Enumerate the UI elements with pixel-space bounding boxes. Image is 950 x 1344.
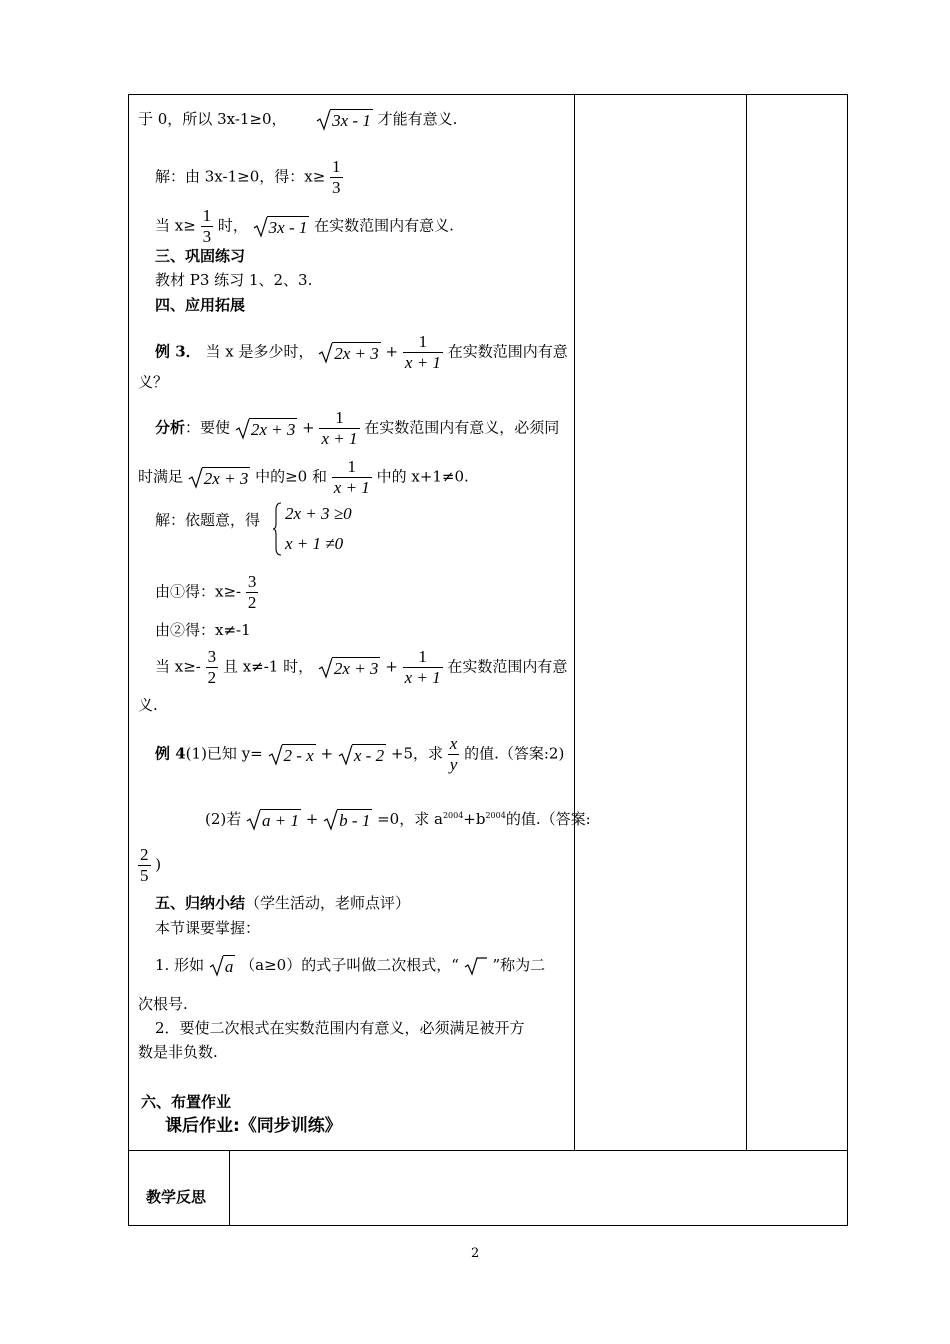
fraction: $\frac{3}{2}$ bbox=[247, 572, 257, 612]
sqrt-expression: 2x + 3 bbox=[235, 418, 298, 440]
fraction: $\frac{x}{y}$ bbox=[449, 734, 458, 774]
text-line: 义？ bbox=[138, 373, 169, 391]
text-line: 解：由 3x-1≥0，得：x≥ $\frac{1}{3}$ bbox=[155, 157, 341, 197]
equation: 2x + 3 ≥0 bbox=[285, 504, 352, 523]
fraction: $\frac{1}{3}$ bbox=[332, 157, 341, 197]
sqrt-expression: b - 1 bbox=[323, 809, 372, 831]
sqrt-expression: a bbox=[209, 955, 236, 977]
fraction: $\frac{1}{x + 1}$ bbox=[404, 332, 441, 372]
radical-sign-icon bbox=[464, 956, 488, 976]
col-divider-1 bbox=[574, 94, 575, 1151]
text-line: 于 0，所以 3x-1≥0， 3x - 1 才能有意义. bbox=[138, 110, 458, 130]
reflect-divider bbox=[229, 1150, 230, 1226]
text-line: 由②得：x≠-1 bbox=[155, 621, 251, 639]
analysis-line: 时满足 2x + 3 中的≥0 和 $\frac{1}{x + 1}$ 中的 x+1≠0. bbox=[138, 457, 469, 497]
fraction: $\frac{3}{2}$ bbox=[207, 647, 217, 687]
reflection-label: 教学反思 bbox=[146, 1188, 207, 1206]
fraction: $\frac{1}{x + 1}$ bbox=[321, 408, 358, 448]
brace-icon bbox=[272, 502, 282, 556]
text-line: 数是非负数. bbox=[138, 1043, 218, 1061]
text-line: 1. 形如 a （a≥0）的式子叫做二次根式，“ ”称为二 bbox=[155, 956, 546, 976]
sqrt-expression: 3x - 1 bbox=[253, 216, 310, 238]
text-line: $\frac{2}{5}$ ) bbox=[140, 845, 162, 885]
col-divider-2 bbox=[746, 94, 747, 1151]
equation: x + 1 ≠0 bbox=[285, 534, 344, 553]
fraction: $\frac{1}{x + 1}$ bbox=[404, 647, 441, 687]
homework-line: 课后作业:《同步训练》 bbox=[165, 1116, 342, 1136]
sqrt-expression: 2x + 3 bbox=[188, 467, 251, 489]
fraction: $\frac{2}{5}$ bbox=[140, 845, 149, 885]
fraction: $\frac{1}{3}$ bbox=[202, 206, 212, 246]
section-heading: 六、布置作业 bbox=[141, 1093, 232, 1111]
text-line: 教材 P3 练习 1、2、3. bbox=[155, 271, 313, 289]
sqrt-expression: 2x + 3 bbox=[318, 342, 381, 364]
text-line: 本节课要掌握： bbox=[155, 919, 261, 937]
text-line: 2．要使二次根式在实数范围内有意义，必须满足被开方 bbox=[155, 1019, 525, 1037]
example-line: (2)若 a + 1 + b - 1 =0，求 $a^{2004}+b^{2004}$的值.（答案: bbox=[205, 810, 591, 830]
sqrt-expression: a + 1 bbox=[246, 809, 301, 831]
page-number: 2 bbox=[471, 1246, 480, 1261]
sqrt-expression: 3x - 1 bbox=[316, 109, 373, 131]
text-line: 义. bbox=[138, 696, 158, 714]
text-line: 当 x≥ $\frac{1}{3}$ 时， 3x - 1 在实数范围内有意义. bbox=[155, 206, 454, 246]
section-heading: 五、归纳小结（学生活动，老师点评） bbox=[155, 894, 411, 912]
example-line: 例 3． 当 x 是多少时， 2x + 3 + $\frac{1}{x + 1}$ 在实数范围内有意 bbox=[155, 332, 568, 372]
text-line: 由①得：x≥- $\frac{3}{2}$ bbox=[155, 572, 257, 612]
example-line: 例 4(1)已知 y= 2 - x + x - 2 +5，求 $\frac{x}{y}$ 的值.（答案:2) bbox=[155, 734, 565, 774]
fraction: $\frac{1}{x + 1}$ bbox=[333, 457, 370, 497]
sqrt-expression: 2x + 3 bbox=[318, 657, 381, 679]
sqrt-expression: 2 - x bbox=[268, 744, 316, 766]
text-line: 当 x≥- $\frac{3}{2}$ 且 x≠-1 时， 2x + 3 + $\frac{1}{x + 1}$ 在实数范围内有意 bbox=[155, 647, 568, 687]
solution-line: 解：依题意，得 bbox=[155, 511, 261, 529]
sqrt-expression: x - 2 bbox=[338, 744, 386, 766]
text-line: 次根号. bbox=[138, 995, 188, 1013]
analysis-line: 分析：要使 2x + 3 + $\frac{1}{x + 1}$ 在实数范围内有意义，必须同 bbox=[155, 408, 560, 448]
row-divider bbox=[128, 1150, 848, 1151]
section-heading: 三、巩固练习 bbox=[155, 247, 246, 265]
section-heading: 四、应用拓展 bbox=[155, 296, 246, 314]
